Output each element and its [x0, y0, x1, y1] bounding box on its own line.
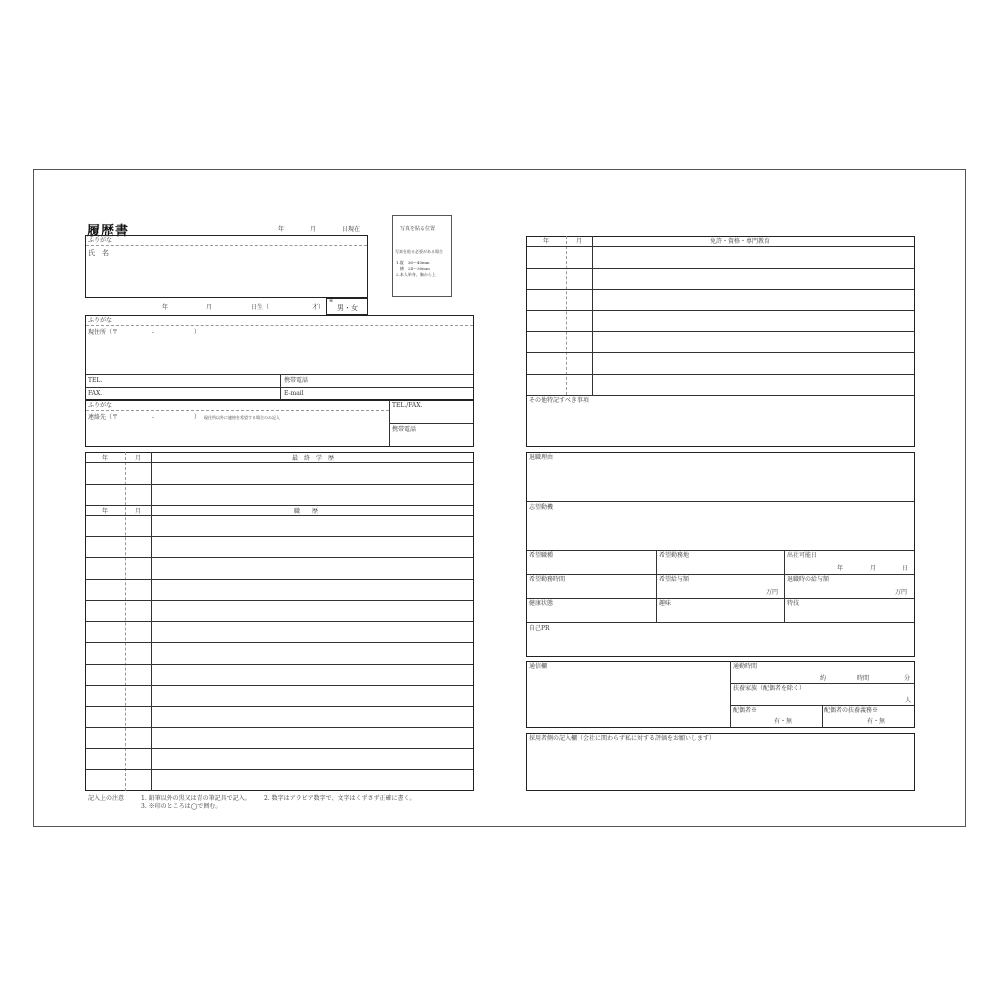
education-month-header: 月: [135, 455, 142, 462]
start-month: 月: [870, 565, 877, 572]
history-row-line: [86, 515, 473, 516]
history-row-line: [86, 484, 473, 485]
history-row-line: [86, 505, 473, 506]
history-row-line: [86, 557, 473, 558]
current-address-label: 現住所（〒: [88, 329, 119, 336]
start-year: 年: [837, 565, 844, 572]
contact-furigana-label: ふりがな: [88, 402, 113, 409]
license-month-divider: [592, 236, 593, 395]
desired-col1: [656, 550, 657, 622]
photo-line1: 1.縦 36～40mm: [396, 260, 430, 265]
address-dash: -: [152, 329, 155, 336]
resume-sheet: [33, 169, 966, 827]
page-title: 履歴書: [87, 224, 130, 239]
email-label: E-mail: [284, 390, 304, 397]
salary-unit2: 万円: [895, 589, 908, 596]
license-heading: 免許・資格・専門教育: [710, 238, 771, 245]
birth-year-label: 年: [162, 304, 169, 311]
self-pr-divider: [527, 622, 914, 623]
commute-time-label: 通勤時間: [733, 663, 758, 670]
desired-salary-label: 希望給与額: [659, 576, 690, 583]
contact-note: 現住所以外に連絡を希望する場合のみ記入: [204, 415, 280, 420]
date-as-of-label: 日現在: [342, 226, 361, 233]
history-row-line: [86, 579, 473, 580]
sex-value: 男・女: [337, 304, 358, 312]
history-row-line: [86, 600, 473, 601]
mobile-label: 携帯電話: [284, 377, 309, 384]
birth-day-label: 日生（: [251, 304, 270, 311]
history-row-line: [86, 706, 473, 707]
contact-tel-fax-label: TEL./FAX.: [392, 402, 423, 409]
commute-approx: 約: [820, 675, 827, 682]
address-furigana-divider: [86, 325, 473, 326]
age-label: 才）: [312, 304, 325, 311]
contact-address-label: 連絡先（〒: [88, 414, 119, 421]
date-month-label: 月: [310, 226, 317, 233]
leaving-salary-label: 退職時の給与額: [787, 576, 830, 583]
furigana-divider: [86, 245, 367, 246]
notes-item2: 2. 数字はアラビア数字で、文字はくずさず正確に書く。: [264, 795, 416, 802]
employer-label: 採用者側の記入欄（会社に関わらず私に対する評価をお願いします）: [529, 735, 716, 742]
commute-divider: [730, 661, 731, 728]
contact-dash: -: [152, 414, 155, 421]
history-row-line: [86, 621, 473, 622]
desired-col2: [784, 550, 785, 622]
license-row-line: [527, 310, 914, 311]
tel-label: TEL.: [88, 377, 103, 384]
history-row-line: [86, 685, 473, 686]
tel-divider: [280, 374, 281, 400]
history-row-line: [86, 727, 473, 728]
address-furigana-label: ふりがな: [88, 317, 113, 324]
hobby-label: 趣味: [659, 600, 672, 607]
commute-minutes: 分: [904, 675, 911, 682]
career-heading: 職 歴: [294, 508, 319, 515]
commute-row-line: [730, 683, 914, 684]
career-month-header: 月: [135, 508, 142, 515]
spouse-support-label: 配偶者の扶養義務※: [824, 707, 879, 714]
date-year-label: 年: [278, 226, 285, 233]
license-row-line: [527, 352, 914, 353]
career-year-header: 年: [102, 508, 109, 515]
history-row-line: [86, 462, 473, 463]
desired-divider: [527, 550, 914, 551]
license-row-line: [527, 374, 914, 375]
start-day: 日: [902, 565, 909, 572]
special-notes-label: その他特記すべき事項: [529, 397, 589, 404]
license-year-header: 年: [543, 238, 550, 245]
contact-paren: ）: [194, 414, 201, 421]
dependents-label: 扶養家族（配偶者を除く）: [733, 685, 806, 692]
contact-tel-line: [389, 423, 473, 424]
spouse-yes-no: 有・無: [774, 718, 793, 725]
license-month-header: 月: [576, 238, 583, 245]
address-paren: ）: [194, 329, 201, 336]
photo-subtitle: 写真を貼る必要がある場合: [395, 249, 443, 254]
salary-unit1: 万円: [766, 589, 779, 596]
license-row-line: [527, 268, 914, 269]
desired-row2-line: [527, 574, 914, 575]
desired-row3-line: [527, 598, 914, 599]
desired-job-label: 希望職種: [529, 552, 554, 559]
notes-label: 記入上の注意: [88, 795, 125, 802]
motivation-label: 志望動機: [529, 504, 554, 511]
self-pr-label: 自己PR: [529, 625, 550, 632]
name-label: 氏 名: [88, 249, 109, 257]
sex-mark: ※: [329, 298, 334, 304]
photo-title: 写真を貼る位置: [400, 226, 436, 232]
motivation-box[interactable]: [526, 452, 915, 657]
education-heading: 最 終 学 歴: [292, 455, 335, 462]
education-year-header: 年: [102, 455, 109, 462]
reason-divider: [527, 501, 914, 502]
license-row-line: [527, 246, 914, 247]
health-label: 健康状態: [529, 600, 554, 607]
desired-location-label: 希望勤務地: [659, 552, 690, 559]
photo-line3: 2.本人単身、胸から上: [396, 272, 436, 277]
birth-month-label: 月: [206, 304, 213, 311]
dependents-unit: 人: [905, 697, 912, 704]
reason-label: 退職理由: [529, 454, 554, 461]
contact-mobile-label: 携帯電話: [392, 426, 417, 433]
notes-item1: 1. 鉛筆以外の黒又は青の筆記具で記入。: [141, 795, 251, 802]
history-row-line: [86, 642, 473, 643]
license-row-line: [527, 395, 914, 396]
name-furigana-label: ふりがな: [88, 237, 113, 244]
spouse-divider: [822, 705, 823, 728]
photo-line2: 横 24～30mm: [396, 266, 430, 271]
history-row-line: [86, 664, 473, 665]
license-year-divider: [566, 236, 567, 395]
transport-label: 通信欄: [529, 663, 548, 670]
license-row-line: [527, 289, 914, 290]
history-row-line: [86, 536, 473, 537]
spouse-support-yes-no: 有・無: [867, 718, 886, 725]
skills-label: 特技: [787, 600, 800, 607]
start-date-label: 出社可能日: [787, 552, 818, 559]
desired-hours-label: 希望勤務時間: [529, 576, 566, 583]
contact-furigana-divider: [86, 410, 389, 411]
notes-item3: 3. ※印のところは◯で囲む。: [141, 803, 222, 810]
fax-label: FAX.: [88, 390, 103, 397]
commute-box[interactable]: [526, 661, 915, 728]
commute-hours: 時間: [857, 675, 870, 682]
license-row-line: [527, 331, 914, 332]
history-row-line: [86, 748, 473, 749]
spouse-label: 配偶者※: [733, 707, 758, 714]
history-row-line: [86, 769, 473, 770]
